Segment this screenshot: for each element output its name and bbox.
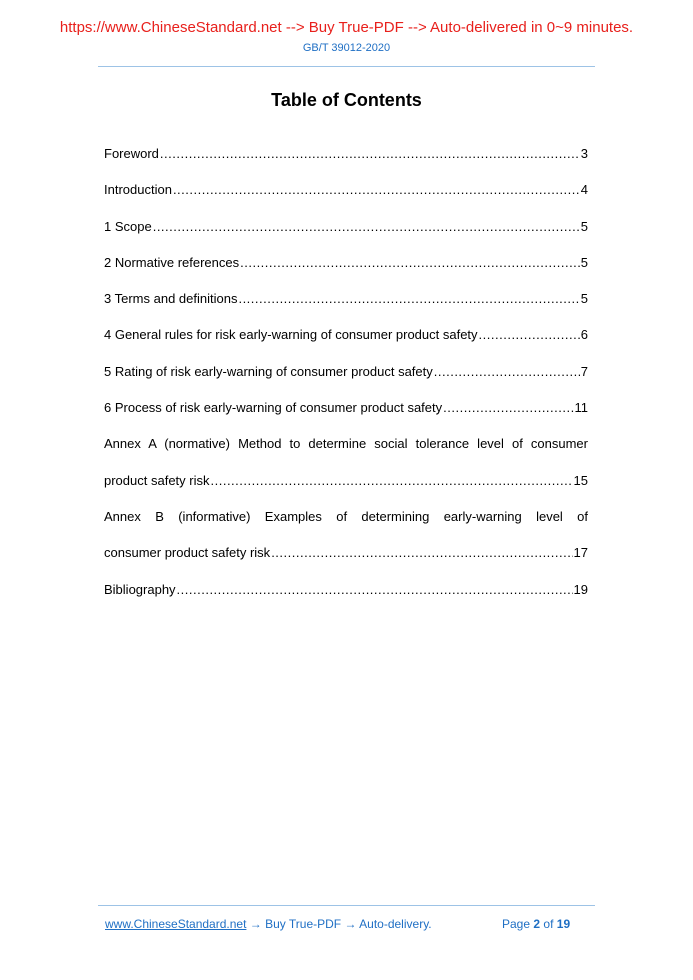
toc-entry-annex-b[interactable] (104, 539, 588, 575)
toc-entry-page: 6 (580, 327, 588, 343)
toc-leader-dots (211, 467, 573, 495)
toc-entry-foreword[interactable] (104, 140, 588, 176)
toc-entry-annex-a[interactable] (104, 467, 588, 503)
toc-entry-page: 11 (574, 400, 588, 416)
toc-leader-dots (153, 213, 580, 241)
toc-entry-process[interactable] (104, 394, 588, 430)
arrow-icon: → (344, 917, 357, 931)
toc-entry-text: 6 Process of risk early-warning of consumer product safety (104, 400, 443, 416)
footer-rule (98, 905, 595, 906)
footer-site-link[interactable]: www.ChineseStandard.net (105, 917, 247, 931)
toc-leader-dots (177, 576, 573, 604)
top-banner[interactable]: https://www.ChineseStandard.net --> Buy True-PDF --> Auto-delivered in 0~9 minutes. (59, 19, 634, 36)
toc-entry-normative-references[interactable] (104, 249, 588, 285)
table-of-contents (104, 140, 588, 612)
toc-entry-text: Introduction (104, 182, 172, 198)
toc-entry-text: consumer product safety risk (104, 545, 271, 561)
toc-entry-text: 3 Terms and definitions (104, 291, 238, 307)
toc-leader-dots (160, 140, 580, 168)
toc-entry-page: 4 (580, 182, 588, 198)
toc-leader-dots (271, 539, 572, 567)
toc-entry-page: 5 (580, 291, 588, 307)
toc-entry-bibliography[interactable] (104, 576, 588, 612)
toc-entry-annex-a-line1[interactable]: Annex A (normative) Method to determine social tolerance level of consumer (104, 436, 588, 452)
footer-buy-text: Buy True-PDF (265, 917, 342, 931)
toc-entry-terms-and-definitions[interactable] (104, 285, 588, 321)
toc-entry-rating[interactable] (104, 358, 588, 394)
page-of-label: of (543, 917, 554, 931)
toc-title: Table of Contents (271, 90, 422, 110)
toc-leader-dots (173, 176, 580, 204)
toc-leader-dots (240, 249, 580, 277)
page-indicator (502, 917, 570, 931)
toc-entry-scope[interactable] (104, 213, 588, 249)
arrow-icon: → (249, 917, 262, 931)
toc-entry-annex-b-line1[interactable]: Annex B (informative) Examples of determining early-warning level of (104, 508, 588, 524)
toc-entry-text: 1 Scope (104, 218, 152, 234)
toc-entry-text: 4 General rules for risk early-warning of consumer product safety (104, 327, 478, 343)
header-rule (98, 66, 595, 67)
toc-entry-introduction[interactable] (104, 176, 588, 212)
toc-entry-general-rules[interactable] (104, 321, 588, 357)
toc-entry-page: 3 (580, 146, 588, 161)
toc-entry-page: 5 (580, 218, 588, 234)
toc-leader-dots (434, 358, 580, 386)
toc-entry-text: Bibliography (104, 581, 176, 597)
toc-entry-page: 19 (573, 581, 588, 597)
toc-leader-dots (443, 394, 573, 422)
toc-leader-dots (238, 285, 579, 313)
toc-entry-page: 17 (573, 545, 588, 561)
toc-entry-text: product safety risk (104, 472, 210, 488)
toc-entry-page: 7 (580, 363, 588, 379)
standard-code: GB/T 39012-2020 (302, 42, 391, 54)
page-label: Page (502, 917, 531, 931)
toc-entry-text: 2 Normative references (104, 254, 240, 270)
toc-entry-text: 5 Rating of risk early-warning of consumer product safety (104, 363, 433, 379)
page-current: 2 (533, 917, 541, 931)
footer-delivery-text: Auto-delivery. (359, 917, 432, 931)
toc-entry-page: 15 (573, 472, 588, 488)
toc-entry-page: 5 (580, 254, 588, 270)
toc-leader-dots (479, 321, 580, 349)
toc-entry-text: Foreword (104, 146, 159, 161)
footer-links (105, 917, 432, 931)
page-total: 19 (556, 917, 571, 931)
